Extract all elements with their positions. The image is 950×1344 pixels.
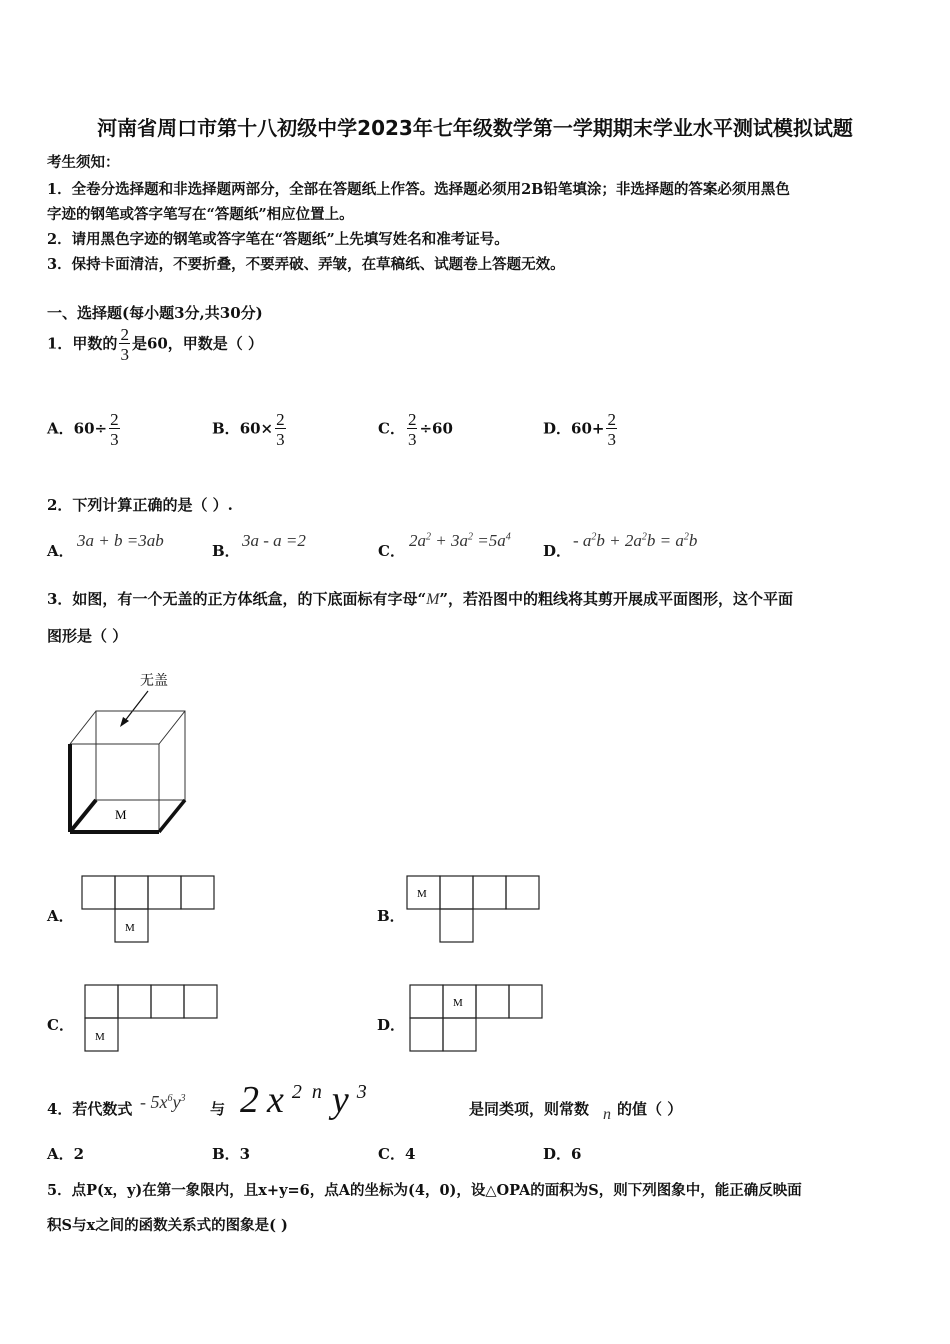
q4-expr-2: $2x^{2n}y^3$ <box>240 1079 377 1121</box>
q1-option-b[interactable]: B．60× $\frac{2}{3}$ <box>212 410 285 449</box>
q4-n: n <box>603 1106 611 1123</box>
q1-fraction: $\frac{2}{3}$ <box>120 325 129 364</box>
svg-text:M: M <box>95 1031 105 1043</box>
q1-stem-pre: 1．甲数的 <box>47 334 118 353</box>
question-4-post: 是同类项，则常数 <box>469 1100 590 1118</box>
q4-option-c[interactable]: C．4 <box>378 1145 416 1163</box>
q3-label-b[interactable]: B． <box>377 907 405 925</box>
section-heading: 一、选择题(每小题3分,共30分) <box>47 304 263 322</box>
q4-expr-1: - $5x^6y^3$ <box>140 1092 186 1112</box>
q2-expr-b: 3a - a =2 <box>242 531 306 550</box>
q3-label-a[interactable]: A． <box>47 907 74 925</box>
q1-stem-post: 是60，甲数是（ ） <box>131 334 264 353</box>
q2-label-a[interactable]: A． <box>47 542 74 560</box>
cube-figure <box>60 665 200 837</box>
q3-label-d[interactable]: D． <box>377 1016 406 1034</box>
net-option-a[interactable] <box>80 874 216 944</box>
svg-text:M: M <box>417 888 427 900</box>
notice-line-2: 2．请用黑色字迹的钢笔或答字笔在“答题纸”上先填写姓名和准考证号。 <box>47 231 509 248</box>
notice-heading: 考生须知： <box>47 154 120 171</box>
question-3-line-2: 图形是（ ） <box>47 627 128 645</box>
net-option-d[interactable] <box>408 983 544 1053</box>
q1-option-a[interactable]: A．60÷ $\frac{2}{3}$ <box>47 410 119 449</box>
q1-option-d[interactable]: D．60+ $\frac{2}{3}$ <box>543 410 616 449</box>
question-1 <box>47 326 263 363</box>
question-3-line-1: 3．如图，有一个无盖的正方体纸盒，的下底面标有字母“M”，若沿图中的粗线将其剪开展成平面图形，这个平面 <box>47 590 794 608</box>
q4-option-a[interactable]: A．2 <box>47 1145 85 1163</box>
q4-option-d[interactable]: D．6 <box>543 1145 582 1163</box>
notice-line-1b: 字迹的钢笔或答字笔写在“答题纸”相应位置上。 <box>47 206 354 223</box>
notice-line-1a: 1．全卷分选择题和非选择题两部分，全部在答题纸上作答。选择题必须用2B铅笔填涂；非选择题的答案必须用黑色 <box>47 181 790 198</box>
question-4-post2: 的值（ ） <box>617 1100 683 1118</box>
exam-title: 河南省周口市第十八初级中学2023年七年级数学第一学期期末学业水平测试模拟试题 <box>97 116 853 140</box>
q2-expr-a: 3a + b =3ab <box>77 531 164 550</box>
net-option-c[interactable] <box>83 983 219 1053</box>
q2-label-d[interactable]: D． <box>543 542 572 560</box>
q1-option-c[interactable]: C． $\frac{2}{3}$ ÷60 <box>378 410 453 449</box>
question-5-line-2: 积S与x之间的函数关系式的图象是( ) <box>47 1217 288 1234</box>
net-option-b[interactable] <box>405 874 541 944</box>
q2-label-c[interactable]: C． <box>378 542 405 560</box>
question-4-pre: 4．若代数式 <box>47 1100 133 1118</box>
q3-label-c[interactable]: C． <box>47 1016 74 1034</box>
q2-label-b[interactable]: B． <box>212 542 240 560</box>
q4-and: 与 <box>210 1100 226 1118</box>
q2-expr-c: $2a^2 + 3a^2 =5a^4$ <box>409 531 511 550</box>
q4-option-b[interactable]: B．3 <box>212 1145 251 1163</box>
svg-text:M: M <box>453 997 463 1009</box>
question-5-line-1: 5．点P(x，y)在第一象限内，且x+y=6，点A的坐标为(4，0)，设△OPA的面积为S，则下列图象中，能正确反映面 <box>47 1182 802 1199</box>
q2-expr-d: - $a^2b + 2a^2b = a^2b$ <box>573 531 698 550</box>
notice-line-3: 3．保持卡面清洁，不要折叠，不要弄破、弄皱，在草稿纸、试题卷上答题无效。 <box>47 256 565 273</box>
svg-text:M: M <box>125 922 135 934</box>
cube-face-label: M <box>115 807 127 822</box>
cube-lid-label: 无盖 <box>140 674 168 689</box>
question-2: 2．下列计算正确的是（ ）. <box>47 496 233 514</box>
